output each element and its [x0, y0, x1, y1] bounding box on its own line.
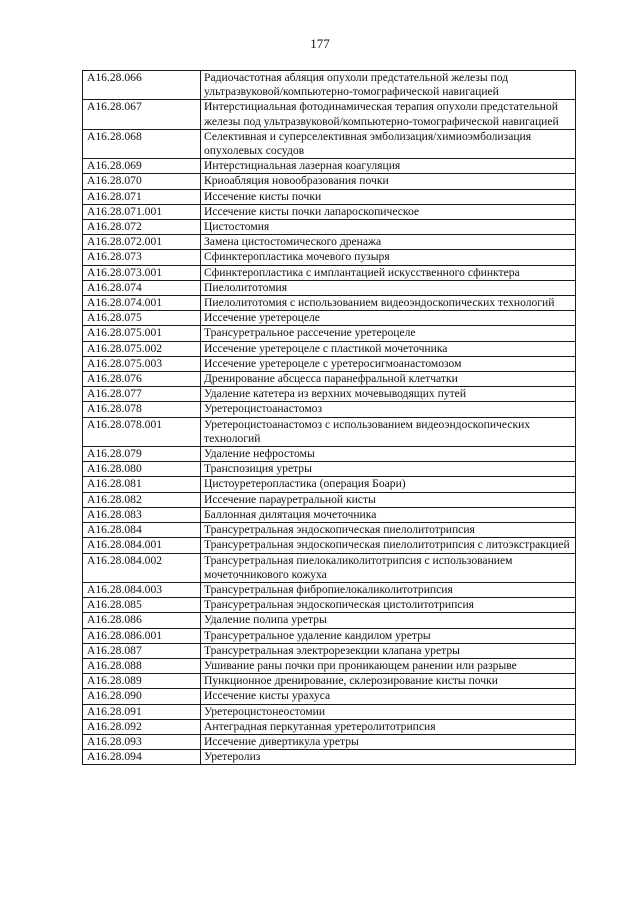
procedure-code-cell: A16.28.091 [83, 704, 201, 719]
table-row [83, 492, 576, 507]
table-row [83, 658, 576, 673]
procedure-code-cell: A16.28.075.003 [83, 356, 201, 371]
procedure-code-cell: A16.28.075.001 [83, 326, 201, 341]
table-row [83, 265, 576, 280]
table-row [83, 553, 576, 582]
procedure-code-cell: A16.28.070 [83, 174, 201, 189]
procedure-name-cell: Уретероцистоанастомоз с использованием видеоэндоскопических технологий [201, 417, 576, 446]
procedure-code-cell: A16.28.084.001 [83, 538, 201, 553]
procedure-code-cell: A16.28.086 [83, 613, 201, 628]
procedure-code-cell: A16.28.075 [83, 311, 201, 326]
procedure-name-cell: Трансуретральная электрорезекции клапана уретры [201, 643, 576, 658]
procedure-name-cell: Радиочастотная абляция опухоли предстательной железы под ультразвуковой/компьютерно-томографической навигацией [201, 71, 576, 100]
table-row [83, 280, 576, 295]
table-row [83, 341, 576, 356]
procedure-name-cell: Сфинктеропластика с имплантацией искусственного сфинктера [201, 265, 576, 280]
procedure-code-cell: A16.28.075.002 [83, 341, 201, 356]
table-row [83, 129, 576, 158]
table-row [83, 719, 576, 734]
table-row [83, 235, 576, 250]
table-row [83, 387, 576, 402]
procedure-name-cell: Ушивание раны почки при проникающем ранении или разрыве [201, 658, 576, 673]
procedure-name-cell: Криоабляция новообразования почки [201, 174, 576, 189]
table-row [83, 643, 576, 658]
table-row [83, 582, 576, 597]
procedure-code-cell: A16.28.068 [83, 129, 201, 158]
table-row [83, 189, 576, 204]
procedure-name-cell: Удаление полипа уретры [201, 613, 576, 628]
table-row [83, 402, 576, 417]
procedure-code-cell: A16.28.080 [83, 462, 201, 477]
table-row [83, 462, 576, 477]
table-row [83, 159, 576, 174]
table-row [83, 507, 576, 522]
procedure-code-cell: A16.28.094 [83, 750, 201, 765]
procedure-code-cell: A16.28.066 [83, 71, 201, 100]
procedure-name-cell: Интерстициальная лазерная коагуляция [201, 159, 576, 174]
procedure-code-cell: A16.28.081 [83, 477, 201, 492]
procedure-name-cell: Транспозиция уретры [201, 462, 576, 477]
procedure-name-cell: Пункционное дренирование, склерозирование кисты почки [201, 674, 576, 689]
procedure-code-cell: A16.28.071.001 [83, 204, 201, 219]
table-row [83, 100, 576, 129]
procedure-name-cell: Баллонная дилятация мочеточника [201, 507, 576, 522]
procedure-name-cell: Трансуретральное удаление кандилом уретры [201, 628, 576, 643]
table-row [83, 704, 576, 719]
table-row [83, 689, 576, 704]
procedure-name-cell: Трансуретральная фибропиелокаликолитотрипсия [201, 582, 576, 597]
procedure-code-cell: A16.28.086.001 [83, 628, 201, 643]
procedure-name-cell: Пиелолитотомия [201, 280, 576, 295]
procedure-code-cell: A16.28.084 [83, 523, 201, 538]
procedure-code-cell: A16.28.093 [83, 734, 201, 749]
procedure-name-cell: Удаление нефростомы [201, 447, 576, 462]
table-row [83, 734, 576, 749]
table-row [83, 613, 576, 628]
table-row [83, 538, 576, 553]
procedure-name-cell: Дренирование абсцесса паранефральной клетчатки [201, 372, 576, 387]
procedure-name-cell: Сфинктеропластика мочевого пузыря [201, 250, 576, 265]
procedure-name-cell: Иссечение кисты урахуса [201, 689, 576, 704]
table-row [83, 477, 576, 492]
procedure-name-cell: Селективная и суперселективная эмболизация/химиоэмболизация опухолевых сосудов [201, 129, 576, 158]
procedure-code-cell: A16.28.092 [83, 719, 201, 734]
table-row [83, 311, 576, 326]
procedure-code-cell: A16.28.079 [83, 447, 201, 462]
procedure-name-cell: Иссечение кисты почки [201, 189, 576, 204]
table-row [83, 598, 576, 613]
procedure-code-cell: A16.28.074.001 [83, 296, 201, 311]
table-row [83, 326, 576, 341]
procedure-name-cell: Уретероцистонеостомии [201, 704, 576, 719]
procedure-name-cell: Уретероцистоанастомоз [201, 402, 576, 417]
procedure-code-cell: A16.28.085 [83, 598, 201, 613]
procedure-code-cell: A16.28.072 [83, 220, 201, 235]
procedure-name-cell: Трансуретральная эндоскопическая пиелолитотрипсия с литоэкстракцией [201, 538, 576, 553]
procedure-code-cell: A16.28.067 [83, 100, 201, 129]
procedure-name-cell: Пиелолитотомия с использованием видеоэндоскопических технологий [201, 296, 576, 311]
procedure-name-cell: Цистостомия [201, 220, 576, 235]
procedure-name-cell: Трансуретральная пиелокаликолитотрипсия с использованием мочеточникового кожуха [201, 553, 576, 582]
procedure-name-cell: Иссечение уретероцеле с пластикой мочеточника [201, 341, 576, 356]
procedure-code-cell: A16.28.073 [83, 250, 201, 265]
procedure-name-cell: Трансуретральное рассечение уретероцеле [201, 326, 576, 341]
table-row [83, 71, 576, 100]
procedure-code-cell: A16.28.069 [83, 159, 201, 174]
procedure-name-cell: Трансуретральная эндоскопическая цистолитотрипсия [201, 598, 576, 613]
procedure-code-cell: A16.28.089 [83, 674, 201, 689]
table-row [83, 523, 576, 538]
procedure-name-cell: Иссечение уретероцеле [201, 311, 576, 326]
table-row [83, 674, 576, 689]
table-row [83, 447, 576, 462]
procedure-name-cell: Интерстициальная фотодинамическая терапия опухоли предстательной железы под ультразвуковой/компьютерно-томографической навигацией [201, 100, 576, 129]
table-row [83, 220, 576, 235]
table-row [83, 750, 576, 765]
procedure-name-cell: Трансуретральная эндоскопическая пиелолитотрипсия [201, 523, 576, 538]
procedure-name-cell: Иссечение кисты почки лапароскопическое [201, 204, 576, 219]
procedure-code-cell: A16.28.074 [83, 280, 201, 295]
procedure-name-cell: Удаление катетера из верхних мочевыводящих путей [201, 387, 576, 402]
procedure-name-cell: Иссечение дивертикула уретры [201, 734, 576, 749]
table-row [83, 204, 576, 219]
table-row [83, 372, 576, 387]
procedure-name-cell: Замена цистостомического дренажа [201, 235, 576, 250]
procedure-code-cell: A16.28.072.001 [83, 235, 201, 250]
table-row [83, 296, 576, 311]
procedure-name-cell: Антеградная перкутанная уретеролитотрипсия [201, 719, 576, 734]
procedure-code-cell: A16.28.084.002 [83, 553, 201, 582]
procedure-code-cell: A16.28.078.001 [83, 417, 201, 446]
procedure-code-cell: A16.28.088 [83, 658, 201, 673]
procedure-code-cell: A16.28.073.001 [83, 265, 201, 280]
procedure-name-cell: Иссечение парауретральной кисты [201, 492, 576, 507]
table-row [83, 356, 576, 371]
procedure-code-table [82, 70, 576, 765]
procedure-code-cell: A16.28.082 [83, 492, 201, 507]
procedure-code-cell: A16.28.078 [83, 402, 201, 417]
procedure-code-cell: A16.28.087 [83, 643, 201, 658]
page-number: 177 [310, 36, 330, 51]
procedure-code-cell: A16.28.071 [83, 189, 201, 204]
table-row [83, 174, 576, 189]
table-row [83, 250, 576, 265]
table-row [83, 417, 576, 446]
procedure-name-cell: Иссечение уретероцеле с уретеросигмоанастомозом [201, 356, 576, 371]
procedure-code-cell: A16.28.083 [83, 507, 201, 522]
procedure-code-cell: A16.28.077 [83, 387, 201, 402]
procedure-name-cell: Уретеролиз [201, 750, 576, 765]
procedure-code-cell: A16.28.090 [83, 689, 201, 704]
procedure-code-cell: A16.28.084.003 [83, 582, 201, 597]
procedure-code-cell: A16.28.076 [83, 372, 201, 387]
table-body [83, 71, 576, 765]
procedure-name-cell: Цистоуретеропластика (операция Боари) [201, 477, 576, 492]
table-row [83, 628, 576, 643]
